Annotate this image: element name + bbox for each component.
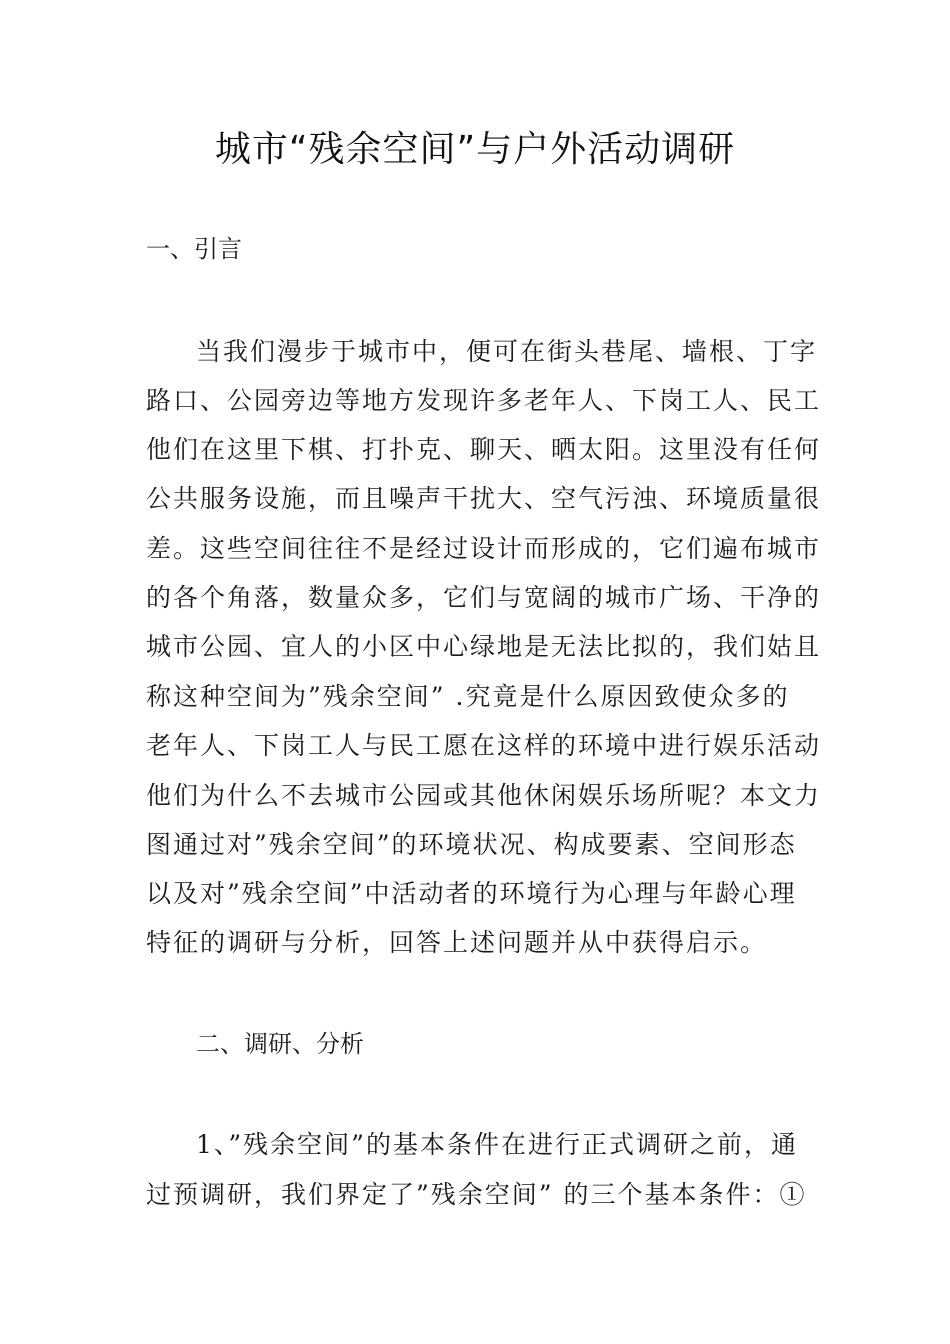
paragraph-line: 过预调研，我们界定了”残余空间” 的三个基本条件：① bbox=[146, 1180, 807, 1209]
paragraph-line: 公共服务设施，而且噪声干扰大、空气污浊、环境质量很 bbox=[146, 484, 822, 513]
paragraph-line: 1、”残余空间”的基本条件在进行正式调研之前，通 bbox=[196, 1130, 798, 1159]
section-heading-introduction: 一、引言 bbox=[146, 235, 242, 263]
paragraph-line: 特征的调研与分析，回答上述问题并从中获得启示。 bbox=[146, 928, 768, 957]
paragraph-line: 城市公园、宜人的小区中心绿地是无法比拟的，我们姑且 bbox=[146, 632, 822, 661]
paragraph-line: 老年人、下岗工人与民工愿在这样的环境中进行娱乐活动 bbox=[146, 731, 822, 760]
paragraph-line: 图通过对”残余空间”的环境状况、构成要素、空间形态 bbox=[146, 830, 797, 859]
paragraph-line: 差。这些空间往往不是经过设计而形成的，它们遍布城市 bbox=[146, 534, 822, 563]
paragraph-line: 称这种空间为”残余空间” .究竟是什么原因致使众多的 bbox=[146, 682, 790, 711]
document-title: 城市“残余空间”与户外活动调研 bbox=[214, 129, 736, 170]
paragraph-line: 当我们漫步于城市中，便可在街头巷尾、墙根、丁字 bbox=[196, 337, 818, 366]
section-heading-research-analysis: 二、调研、分析 bbox=[196, 1030, 364, 1058]
paragraph-line: 他们为什么不去城市公园或其他休闲娱乐场所呢？本文力 bbox=[146, 781, 822, 810]
paragraph-line: 他们在这里下棋、打扑克、聊天、晒太阳。这里没有任何 bbox=[146, 435, 822, 464]
paragraph-line: 以及对”残余空间”中活动者的环境行为心理与年龄心理 bbox=[146, 879, 797, 908]
paragraph-line: 的各个角落，数量众多，它们与宽阔的城市广场、干净的 bbox=[146, 583, 822, 612]
paragraph-line: 路口、公园旁边等地方发现许多老年人、下岗工人、民工 bbox=[146, 386, 822, 415]
